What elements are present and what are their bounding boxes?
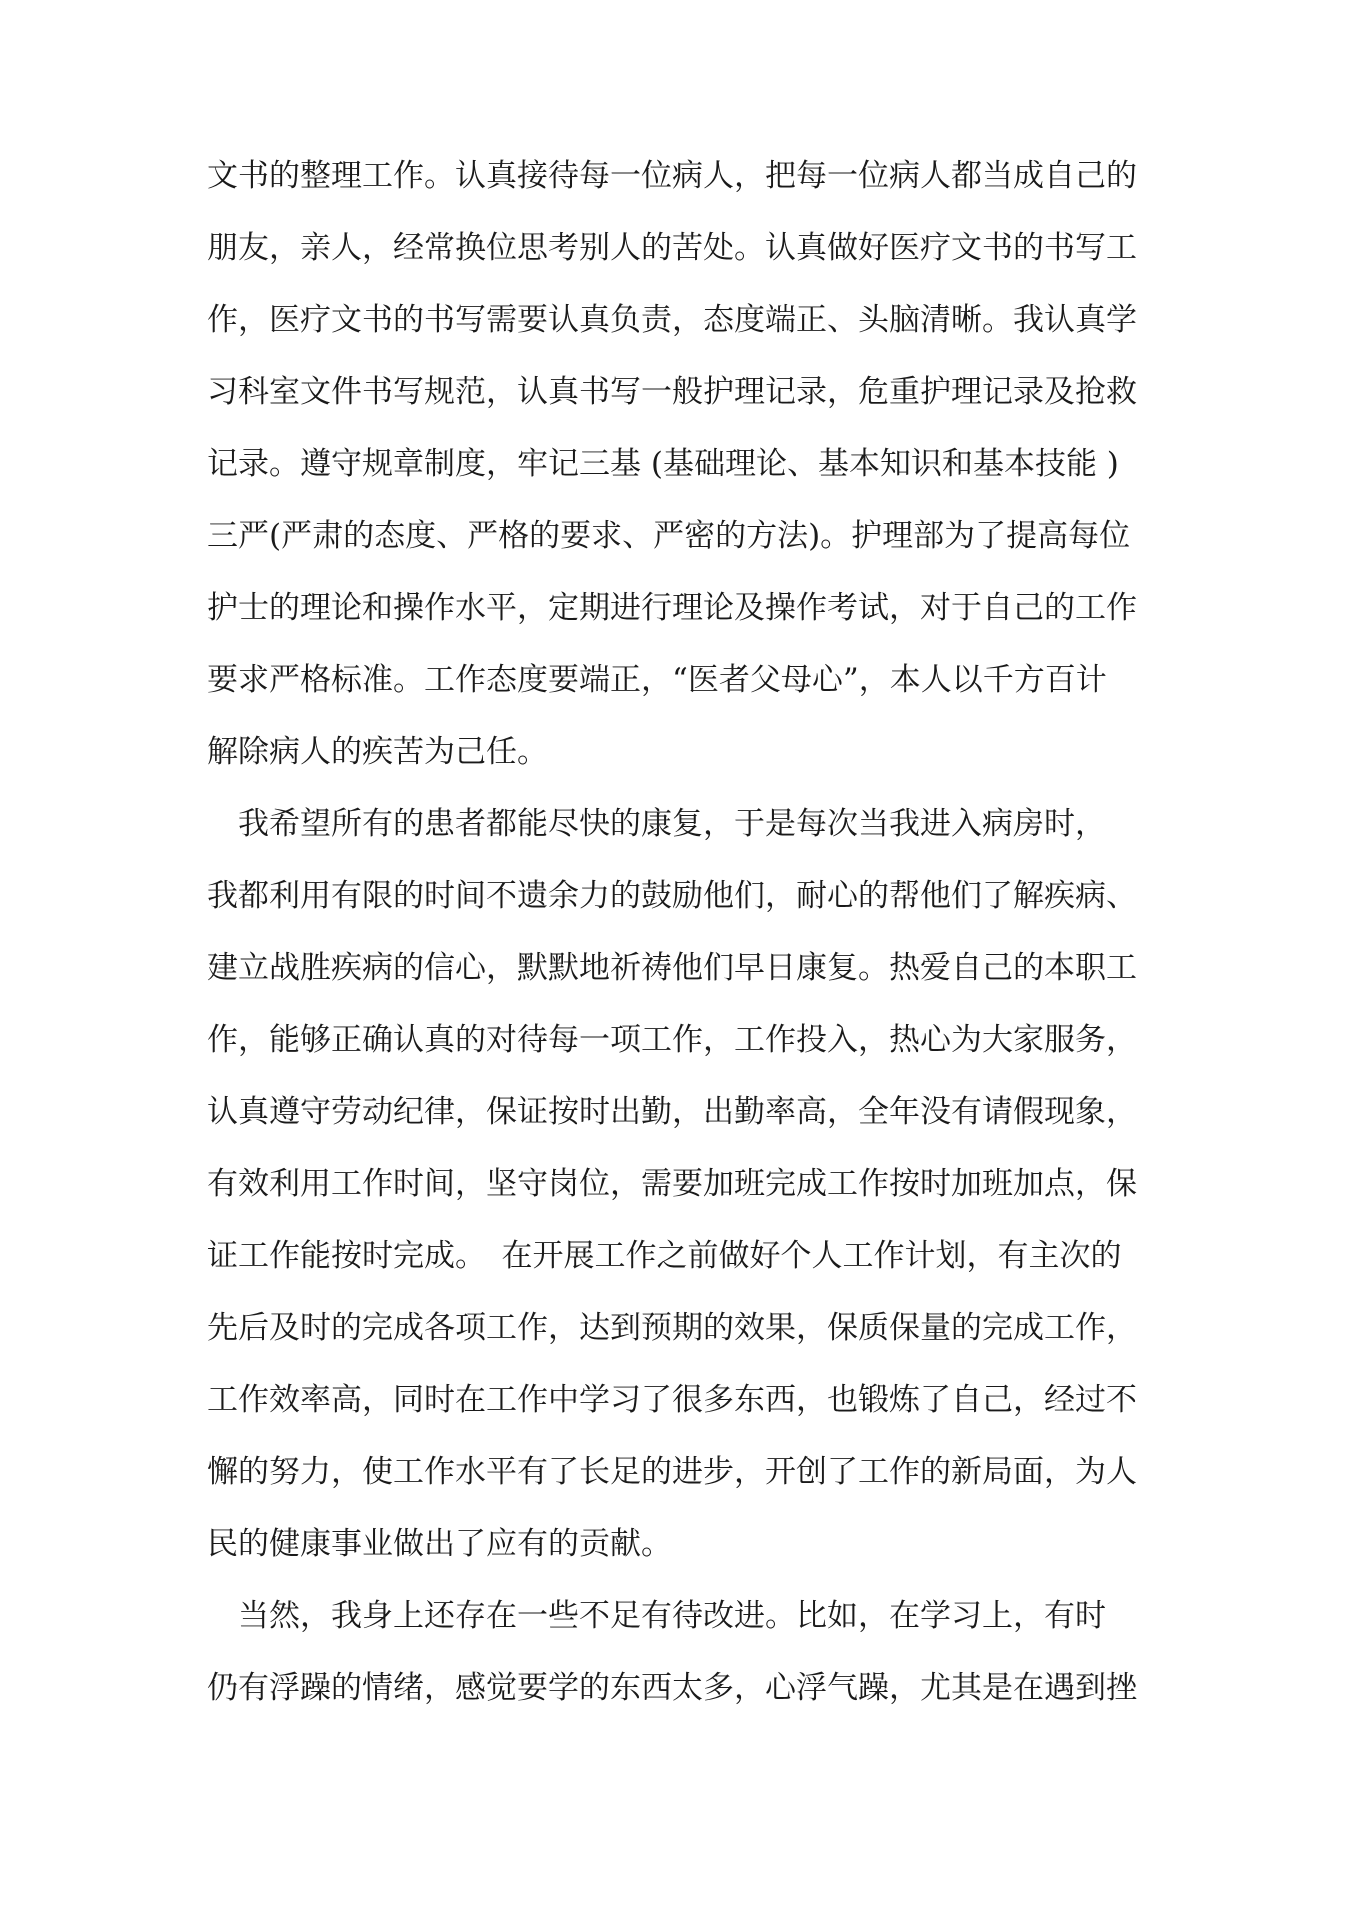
- text-line: 认真遵守劳动纪律，保证按时出勤，出勤率高，全年没有请假现象，: [207, 1094, 1137, 1130]
- text-line: 作，能够正确认真的对待每一项工作，工作投入，热心为大家服务，: [207, 1022, 1137, 1058]
- text-line: 证工作能按时完成。 在开展工作之前做好个人工作计划，有主次的: [207, 1238, 1122, 1274]
- text-line: 记录。遵守规章制度，牢记三基 (基础理论、基本知识和基本技能 ): [207, 446, 1119, 482]
- text-line: 三严(严肃的态度、严格的要求、严密的方法)。护理部为了提高每位: [207, 518, 1131, 554]
- text-line: 文书的整理工作。认真接待每一位病人，把每一位病人都当成自己的: [207, 158, 1137, 194]
- text-line: 我希望所有的患者都能尽快的康复，于是每次当我进入病房时，: [207, 806, 1106, 842]
- text-line: 我都利用有限的时间不遗余力的鼓励他们，耐心的帮他们了解疾病、: [207, 878, 1137, 914]
- text-line: 当然，我身上还存在一些不足有待改进。比如，在学习上，有时: [207, 1598, 1106, 1634]
- body-text: [207, 140, 1167, 1724]
- text-line: 有效利用工作时间，坚守岗位，需要加班完成工作按时加班加点，保: [207, 1166, 1137, 1202]
- text-line: 仍有浮躁的情绪，感觉要学的东西太多，心浮气躁，尤其是在遇到挫: [207, 1670, 1137, 1706]
- text-line: 护士的理论和操作水平，定期进行理论及操作考试，对于自己的工作: [207, 590, 1137, 626]
- text-line: 工作效率高，同时在工作中学习了很多东西，也锻炼了自己，经过不: [207, 1382, 1137, 1418]
- text-line: 懈的努力，使工作水平有了长足的进步，开创了工作的新局面，为人: [207, 1454, 1137, 1490]
- text-line: 解除病人的疾苦为己任。: [207, 734, 548, 770]
- text-line: 建立战胜疾病的信心，默默地祈祷他们早日康复。热爱自己的本职工: [207, 950, 1137, 986]
- text-line: 先后及时的完成各项工作，达到预期的效果，保质保量的完成工作，: [207, 1310, 1137, 1346]
- text-line: 作，医疗文书的书写需要认真负责，态度端正、头脑清晰。我认真学: [207, 302, 1137, 338]
- text-line: 民的健康事业做出了应有的贡献。: [207, 1526, 672, 1562]
- text-line: 习科室文件书写规范，认真书写一般护理记录，危重护理记录及抢救: [207, 374, 1137, 410]
- text-line: 朋友，亲人，经常换位思考别人的苦处。认真做好医疗文书的书写工: [207, 230, 1137, 266]
- text-line: 要求严格标准。工作态度要端正，“医者父母心”，本人以千方百计: [207, 662, 1107, 698]
